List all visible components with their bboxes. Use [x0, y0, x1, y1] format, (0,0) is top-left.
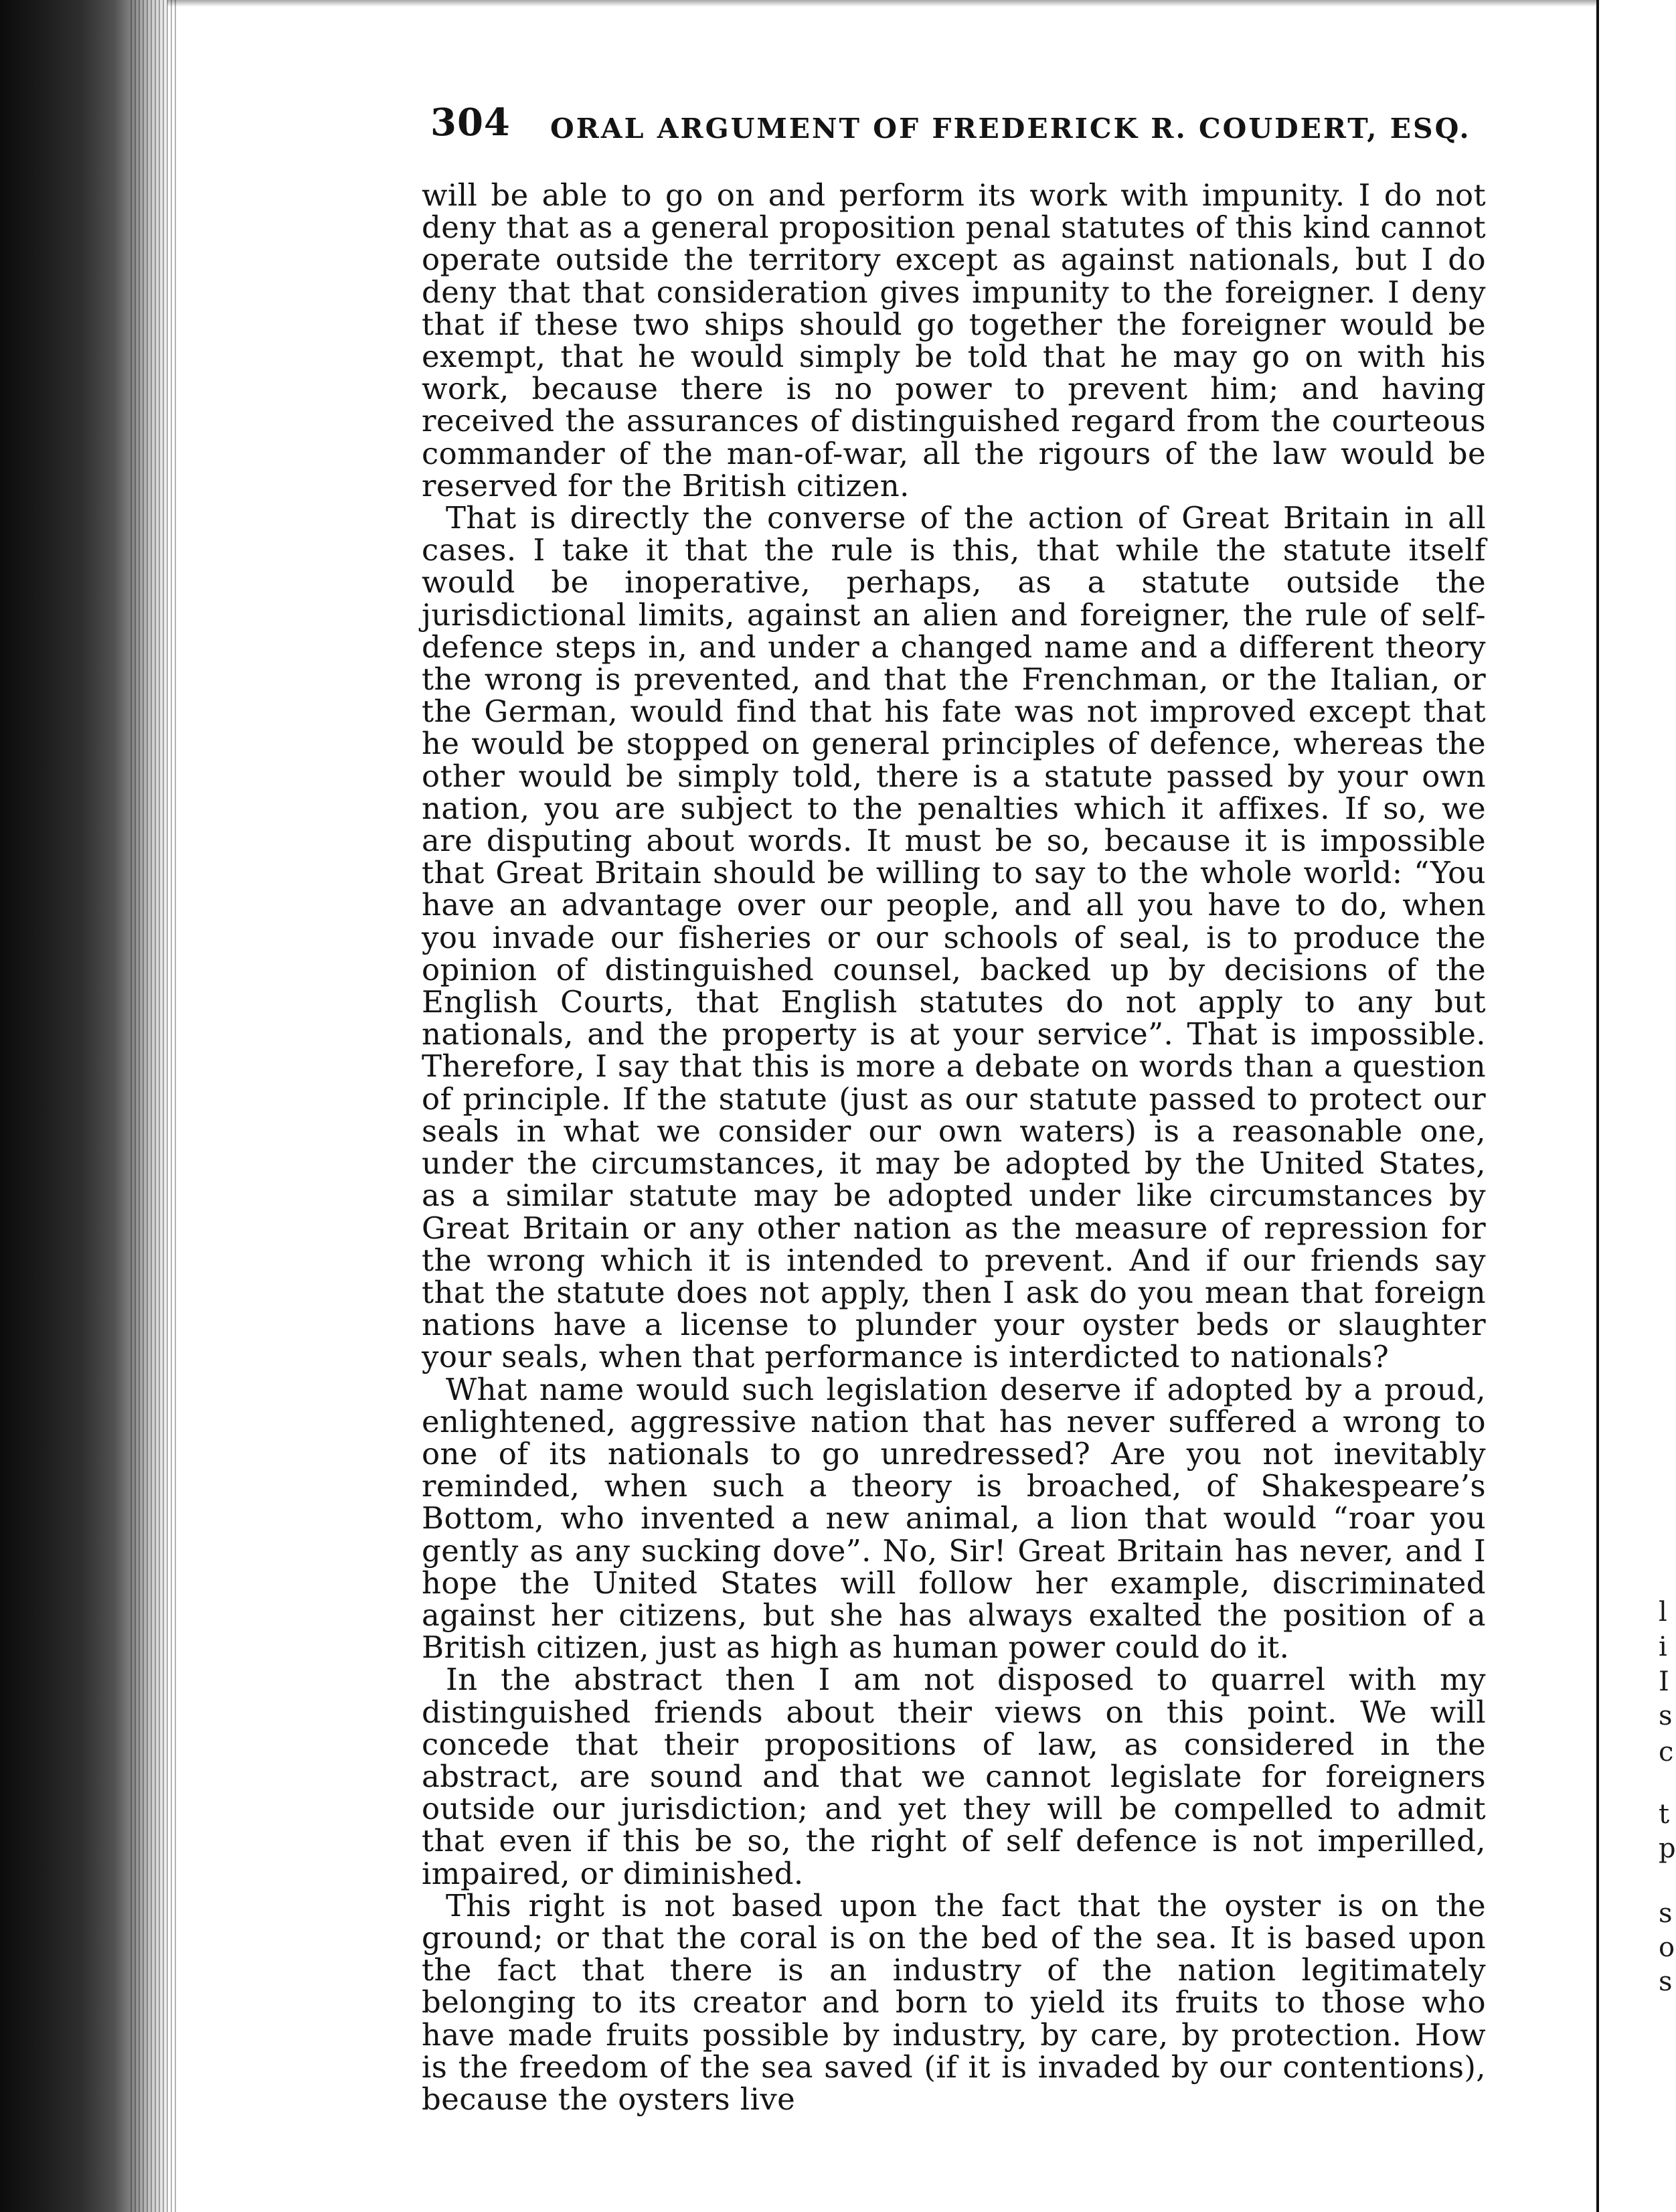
- next-page-letter: c: [1659, 1737, 1674, 1767]
- next-page-letter: p: [1659, 1833, 1676, 1864]
- running-title: ORAL ARGUMENT OF FREDERICK R. COUDERT, ESQ.: [550, 112, 1471, 145]
- next-page-letter: l: [1659, 1597, 1667, 1628]
- next-page-letter: t: [1659, 1799, 1670, 1830]
- paragraph: In the abstract then I am not disposed to quarrel with my distinguished friends about their views on this point. We will concede that their propositions of law, as considered in the abstract, are sound and that we cannot legislate for foreigners outside our jurisdiction; and yet they will be compelled to admit that even if this be so, the right of self defence is not imperilled, impaired, or diminished.: [422, 1662, 1486, 1891]
- page-number: 304: [430, 100, 511, 145]
- next-page-letter: s: [1659, 1966, 1673, 1997]
- paragraph: will be able to go on and perform its work with impunity. I do not deny that as a general proposition penal statutes of this kind cannot operate outside the territory except as against nationals, but I do deny that that consideration gives impunity to the foreigner. I deny that if these two ships should go together the foreigner would be exempt, that he would simply be told that he may go on with his work, because there is no power to prevent him; and having received the assurances of distinguished regard from the courteous commander of the man-of-war, all the rigours of the law would be reserved for the British citizen.: [422, 177, 1486, 503]
- page-edges: [131, 0, 177, 2212]
- next-page-letter: I: [1659, 1666, 1669, 1697]
- top-shadow: [167, 0, 1606, 7]
- paragraph: That is directly the converse of the action of Great Britain in all cases. I take it that the rule is this, that while the statute itself would be inoperative, perhaps, as a statute outside the jurisdictional limits, against an alien and foreigner, the rule of self-defence steps in, and under a changed name and a different theory the wrong is prevented, and that the Frenchman, or the Italian, or the German, would find that his fate was not improved except that he would be stopped on general principles of defence, whereas the other would be simply told, there is a statute passed by your own nation, you are subject to the penalties which it affixes. If so, we are disputing about words. It must be so, because it is impossible that Great Britain should be willing to say to the whole world: “You have an advantage over our people, and all you have to do, when you invade our fisheries or our schools of seal, is to produce the opinion of distinguished counsel, backed up by decisions of the English Courts, that English statutes do not apply to any but nationals, and the property is at your service”. That is impossible. Therefore, I say that this is more a debate on words than a question of principle. If the statute (just as our statute passed to protect our seals in what we consider our own waters) is a reasonable one, under the circumstances, it may be adopted by the United States, as a similar statute may be adopted under like circumstances by Great Britain or any other nation as the measure of repression for the wrong which it is intended to prevent. And if our friends say that the statute does not apply, then I ask do you mean that foreign nations have a license to plunder your oyster beds or slaughter your seals, when that performance is interdicted to nationals?: [422, 500, 1486, 1375]
- next-page-letter: s: [1659, 1701, 1673, 1731]
- next-page-letter: s: [1659, 1898, 1673, 1929]
- next-page-letter: i: [1659, 1632, 1667, 1662]
- body-text: [422, 179, 1486, 2116]
- next-page-edge: [1599, 0, 1673, 2212]
- paragraph: What name would such legislation deserve if adopted by a proud, enlightened, aggressive nation that has never suffered a wrong to one of its nationals to go unredressed? Are you not inevitably reminded, when such a theory is broached, of Shakespeare’s Bottom, who invented a new animal, a lion that would “roar you gently as any sucking dove”. No, Sir! Great Britain has never, and I hope the United States will follow her example, discriminated against her citizens, but she has always exalted the position of a British citizen, just as high as human power could do it.: [422, 1371, 1486, 1666]
- next-page-letter: o: [1659, 1932, 1675, 1963]
- paragraph: This right is not based upon the fact that the oyster is on the ground; or that the coral is on the bed of the sea. It is based upon the fact that there is an industry of the nation legitimately belonging to its creator and born to yield its fruits to those who have made fruits possible by industry, by care, by protection. How is the freedom of the sea saved (if it is invaded by our contentions), because the oysters live: [422, 1887, 1486, 2117]
